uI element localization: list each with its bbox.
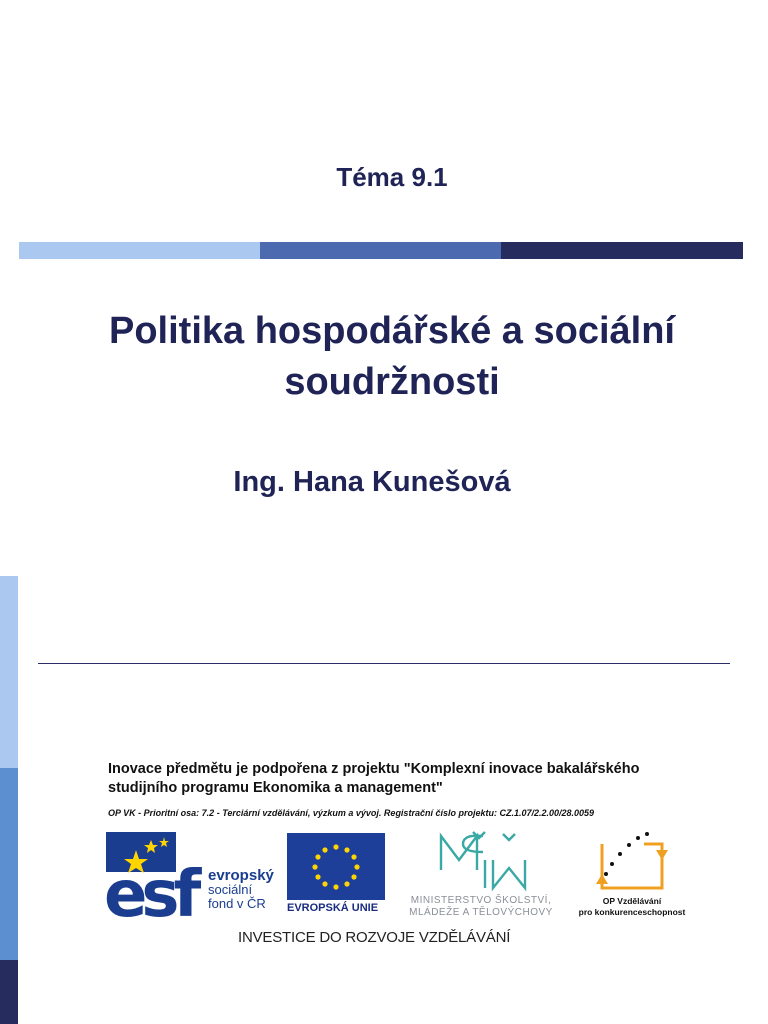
- eu-label: EVROPSKÁ UNIE: [287, 902, 379, 914]
- theme-label: Téma 9.1: [336, 162, 448, 192]
- title-line-2: soudržnosti: [284, 361, 500, 403]
- side-strip-mid: [0, 768, 18, 960]
- project-line-1: Inovace předmětu je podpořena z projektu "Komplexní inovace bakalářského: [108, 761, 640, 777]
- op-mark-icon: [574, 832, 690, 892]
- esf-caption-line-3: fond v ČR: [208, 896, 266, 911]
- op-caption-line-2: pro konkurenceschopnost: [578, 907, 686, 917]
- author-name: Ing. Hana Kunešová: [233, 466, 511, 498]
- project-text: [108, 760, 708, 798]
- esf-caption-line-1: evropský: [208, 867, 274, 884]
- header-bar-dark: [501, 242, 743, 259]
- slide-title: [30, 306, 754, 408]
- esf-logo: [106, 832, 284, 918]
- esf-caption: [208, 869, 274, 911]
- msmt-caption: [393, 895, 569, 919]
- esf-caption-line-2: sociální: [208, 882, 253, 897]
- side-strip-dark: [0, 960, 18, 1024]
- msmt-logo: [393, 830, 569, 920]
- eu-flag-icon: [287, 833, 385, 900]
- header-bar-mid: [260, 242, 501, 259]
- op-caption-line-1: OP Vzdělávání: [602, 896, 662, 906]
- project-line-2: studijního programu Ekonomika a management": [108, 780, 443, 796]
- msmt-caption-line-1: MINISTERSTVO ŠKOLSTVÍ,: [410, 895, 552, 906]
- header-bar-light: [19, 242, 260, 259]
- svg-text:esf: esf: [106, 858, 196, 918]
- investice-tagline: INVESTICE DO ROZVOJE VZDĚLÁVÁNÍ: [238, 929, 511, 946]
- op-caption: [574, 896, 690, 918]
- eu-logo: [287, 833, 385, 917]
- msmt-caption-line-2: MLÁDEŽE A TĚLOVÝCHOVY: [409, 907, 553, 918]
- side-strip-light: [0, 576, 18, 768]
- divider: [38, 663, 730, 664]
- title-line-1: Politika hospodářské a sociální: [109, 310, 675, 352]
- op-vzdelavani-logo: [574, 832, 690, 920]
- op-registration-line: OP VK - Prioritní osa: 7.2 - Terciární vzdělávání, výzkum a vývoj. Registrační číslo projektu: CZ.1.07/2.2.00/28.0059: [108, 808, 595, 818]
- msmt-mark-icon: [393, 830, 569, 892]
